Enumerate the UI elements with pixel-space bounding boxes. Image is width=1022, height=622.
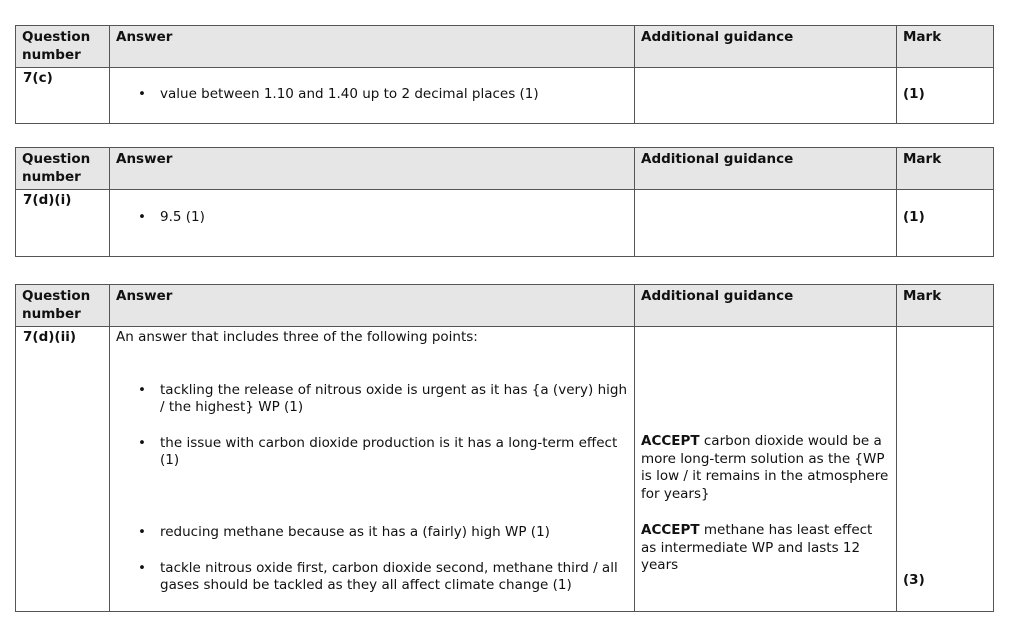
table-header-row	[16, 285, 994, 327]
mark-scheme-table-7c	[15, 25, 994, 124]
mark-value: (3)	[903, 572, 925, 588]
table-header-row	[16, 26, 994, 68]
bullet-icon: •	[138, 560, 146, 576]
guidance-note	[641, 433, 890, 503]
guidance-text: carbon dioxide would be a more long-term solution as the {WP is low / it remains in the atmosphere for years}	[641, 433, 889, 502]
guidance-text: methane has least effect as intermediate WP and lasts 12 years	[641, 522, 873, 573]
header-answer: Answer	[110, 285, 635, 327]
mark-scheme-table-7di	[15, 147, 994, 257]
table-row	[16, 327, 994, 612]
answer-cell	[110, 68, 635, 124]
answer-point: • tackling the release of nitrous oxide is urgent as it has {a (very) high / the highest} WP (1)	[138, 382, 628, 415]
answer-intro: An answer that includes three of the following points:	[116, 329, 478, 345]
answer-cell	[110, 327, 635, 612]
answer-point: • value between 1.10 and 1.40 up to 2 decimal places (1)	[138, 86, 539, 102]
header-mark: Mark	[897, 285, 994, 327]
table-row	[16, 190, 994, 257]
header-mark: Mark	[897, 26, 994, 68]
answer-point: • tackle nitrous oxide first, carbon dioxide second, methane third / all gases should be tackled as they all affect climate change (1)	[138, 560, 618, 593]
guidance-cell	[635, 68, 897, 124]
mark-value: (1)	[903, 209, 925, 225]
guidance-keyword: ACCEPT	[641, 433, 700, 449]
question-number: 7(d)(i)	[16, 190, 110, 257]
guidance-note	[641, 522, 890, 575]
question-number: 7(d)(ii)	[16, 327, 110, 612]
guidance-cell	[635, 190, 897, 257]
guidance-cell	[635, 327, 897, 612]
mark-cell	[897, 327, 994, 612]
question-number: 7(c)	[16, 68, 110, 124]
header-additional-guidance: Additional guidance	[635, 148, 897, 190]
bullet-icon: •	[138, 209, 146, 225]
bullet-icon: •	[138, 86, 146, 102]
table-row	[16, 68, 994, 124]
header-answer: Answer	[110, 26, 635, 68]
answer-point: • 9.5 (1)	[138, 209, 205, 225]
header-question-number: Question number	[16, 285, 110, 327]
bullet-icon: •	[138, 382, 146, 398]
answer-cell	[110, 190, 635, 257]
header-answer: Answer	[110, 148, 635, 190]
guidance-keyword: ACCEPT	[641, 522, 700, 538]
mark-value: (1)	[903, 86, 925, 102]
header-additional-guidance: Additional guidance	[635, 26, 897, 68]
answer-point: • the issue with carbon dioxide production is it has a long-term effect (1)	[138, 435, 618, 468]
mark-cell	[897, 68, 994, 124]
bullet-icon: •	[138, 435, 146, 451]
header-mark: Mark	[897, 148, 994, 190]
answer-point: • reducing methane because as it has a (fairly) high WP (1)	[138, 524, 550, 540]
header-question-number: Question number	[16, 148, 110, 190]
mark-cell	[897, 190, 994, 257]
header-question-number: Question number	[16, 26, 110, 68]
mark-scheme-table-7dii	[15, 284, 994, 612]
table-header-row	[16, 148, 994, 190]
header-additional-guidance: Additional guidance	[635, 285, 897, 327]
bullet-icon: •	[138, 524, 146, 540]
